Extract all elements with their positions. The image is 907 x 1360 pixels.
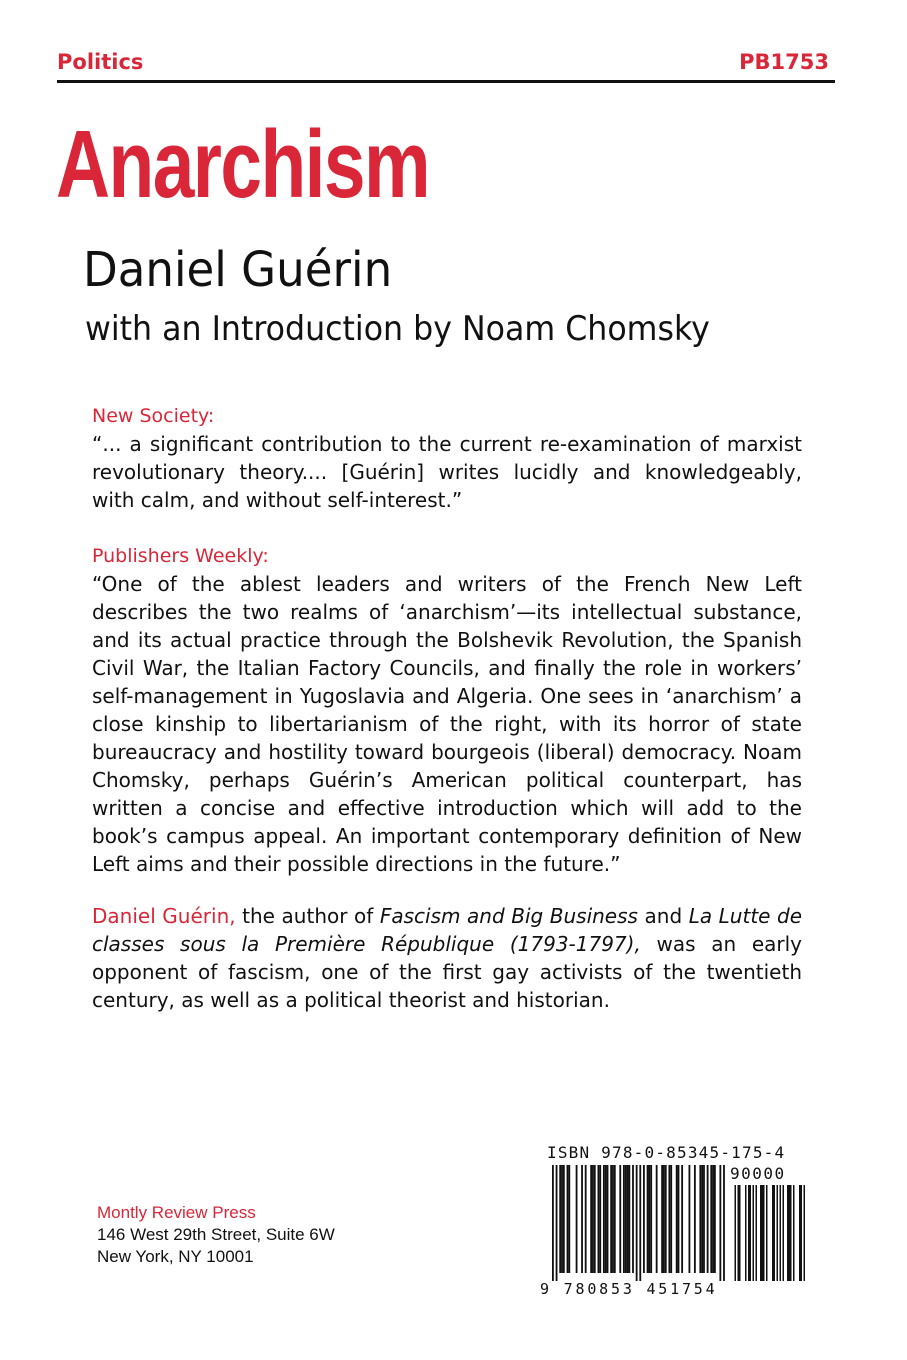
- addon-bar: [772, 1185, 774, 1281]
- barcode-bar: [665, 1165, 667, 1273]
- bio-book-title: Fascism and Big Business: [379, 904, 638, 928]
- addon-bar: [790, 1185, 792, 1281]
- barcode-bar: [627, 1165, 629, 1273]
- addon-bar: [780, 1185, 782, 1281]
- publisher-address-line2: New York, NY 10001: [97, 1247, 254, 1266]
- addon-bar: [753, 1185, 755, 1281]
- barcode-bar: [619, 1165, 621, 1273]
- addon-bar: [735, 1185, 737, 1281]
- barcode-bar: [670, 1165, 672, 1273]
- barcode-bar: [639, 1165, 641, 1281]
- addon-bar: [763, 1185, 765, 1281]
- addon-bar: [745, 1185, 747, 1281]
- barcode-bar: [676, 1165, 678, 1273]
- addon-bar: [762, 1185, 764, 1281]
- addon-bar: [783, 1185, 785, 1281]
- barcode-bar: [723, 1165, 725, 1281]
- barcode-bar: [668, 1165, 670, 1273]
- barcode-bar: [661, 1165, 663, 1273]
- addon-bar: [804, 1185, 806, 1281]
- review-publishers-weekly: [92, 542, 802, 878]
- barcode-bar: [559, 1165, 561, 1273]
- book-author: Daniel Guérin: [83, 242, 393, 298]
- isbn-barcode: [540, 1143, 812, 1303]
- barcode-bar: [612, 1165, 614, 1273]
- barcode-bar: [710, 1165, 712, 1273]
- product-code: PB1753: [739, 50, 829, 74]
- bio-author-name: Daniel Guérin,: [92, 904, 236, 928]
- barcode-bar: [650, 1165, 652, 1273]
- bio-text: and: [637, 904, 689, 928]
- price-code: 90000: [730, 1164, 786, 1183]
- barcode-bar: [607, 1165, 609, 1273]
- barcode-bar: [694, 1165, 696, 1273]
- barcode-bar: [568, 1165, 570, 1273]
- addon-bar: [760, 1185, 762, 1281]
- barcode-bar: [603, 1165, 605, 1273]
- addon-bar: [739, 1185, 741, 1281]
- barcode-bar: [592, 1165, 594, 1273]
- barcode-bar: [632, 1165, 634, 1273]
- addon-bar: [738, 1185, 740, 1281]
- barcode-bar: [703, 1165, 705, 1273]
- barcode-bar: [701, 1165, 703, 1273]
- review-source: New Society:: [92, 405, 215, 427]
- addon-bar: [766, 1185, 768, 1281]
- barcode-bar: [614, 1165, 616, 1273]
- barcode-bar: [678, 1165, 680, 1273]
- barcode-bar: [712, 1165, 714, 1273]
- book-subtitle: with an Introduction by Noam Chomsky: [85, 309, 710, 349]
- addon-bar: [793, 1185, 795, 1281]
- barcode-bars: [540, 1165, 812, 1281]
- barcode-bar: [714, 1165, 716, 1273]
- barcode-bar: [590, 1165, 592, 1273]
- barcode-bar: [636, 1165, 638, 1281]
- barcode-bar: [663, 1165, 665, 1273]
- barcode-bar: [625, 1165, 627, 1273]
- barcode-bar: [605, 1165, 607, 1273]
- category-label: Politics: [57, 50, 144, 74]
- ean-digits: 9 780853 451754: [540, 1280, 718, 1298]
- barcode-bar: [656, 1165, 658, 1273]
- barcode-bar: [598, 1165, 600, 1273]
- barcode-bar: [576, 1165, 578, 1273]
- barcode-bar: [707, 1165, 709, 1273]
- barcode-bar: [594, 1165, 596, 1273]
- header-rule: [57, 80, 835, 83]
- publisher-address-line1: 146 West 29th Street, Suite 6W: [97, 1225, 335, 1244]
- addon-bar: [748, 1185, 750, 1281]
- barcode-bar: [567, 1165, 569, 1273]
- barcode-bar: [689, 1165, 691, 1273]
- bio-text: was an early opponent of fascism, one of the first gay activists of the twentieth century, as well as a political theorist and historian.: [92, 932, 803, 1012]
- review-new-society: [92, 402, 802, 514]
- isbn-text: ISBN 978-0-85345-175-4: [547, 1143, 786, 1162]
- barcode-bar: [599, 1165, 601, 1273]
- addon-bar: [801, 1185, 803, 1281]
- barcode-bar: [643, 1165, 645, 1273]
- barcode-bar: [699, 1165, 701, 1273]
- barcode-bar: [610, 1165, 612, 1273]
- addon-bar: [789, 1185, 791, 1281]
- barcode-bar: [648, 1165, 650, 1273]
- addon-bar: [774, 1185, 776, 1281]
- barcode-bar: [681, 1165, 683, 1273]
- barcode-bar: [719, 1165, 721, 1281]
- addon-bar: [750, 1185, 752, 1281]
- barcode-bar: [563, 1165, 565, 1273]
- bio-text: the author of: [235, 904, 380, 928]
- barcode-bar: [647, 1165, 649, 1273]
- barcode-bar: [556, 1165, 558, 1281]
- review-source: Publishers Weekly:: [92, 545, 269, 567]
- addon-bar: [799, 1185, 801, 1281]
- barcode-bar: [561, 1165, 563, 1273]
- book-title: Anarchism: [56, 111, 429, 218]
- barcode-bar: [552, 1165, 554, 1281]
- author-bio: [92, 902, 802, 1014]
- barcode-bar: [623, 1165, 625, 1273]
- review-quote: “One of the ablest leaders and writers of the French New Left describes the two realms of ‘anarchism’—its intellectual substance, and its actual practice through the Bolshevik Revolution, the Spanish Civil War, the Italian Factory Councils, and finally the role in workers’ self-management in Yugoslavia and Algeria. One sees in ‘anarchism’ a close kinship to libertarianism of the right, with its horror of state bureaucracy and hostility toward bourgeois (liberal) democracy. Noam Chomsky, perhaps Guérin’s American political counterpart, has written a concise and effective introduction which will add to the book’s campus appeal. An important contemporary definition of New Left aims and their possible directions in the future.”: [92, 572, 802, 876]
- publisher-info: [97, 1202, 335, 1268]
- addon-bar: [777, 1185, 779, 1281]
- addon-bar: [787, 1185, 789, 1281]
- publisher-name: Montly Review Press: [97, 1203, 256, 1222]
- barcode-bar: [581, 1165, 583, 1273]
- review-quote: “... a significant contribution to the current re-examination of marxist revolutionary theory.... [Guérin] writes lucidly and knowledgeably, with calm, and without self-interest.”: [92, 432, 802, 512]
- addon-bar: [756, 1185, 758, 1281]
- barcode-bar: [585, 1165, 587, 1273]
- barcode-bar: [628, 1165, 630, 1273]
- bio-book-title: La Lutte de classes sous la Première République (1793-1797),: [92, 904, 803, 956]
